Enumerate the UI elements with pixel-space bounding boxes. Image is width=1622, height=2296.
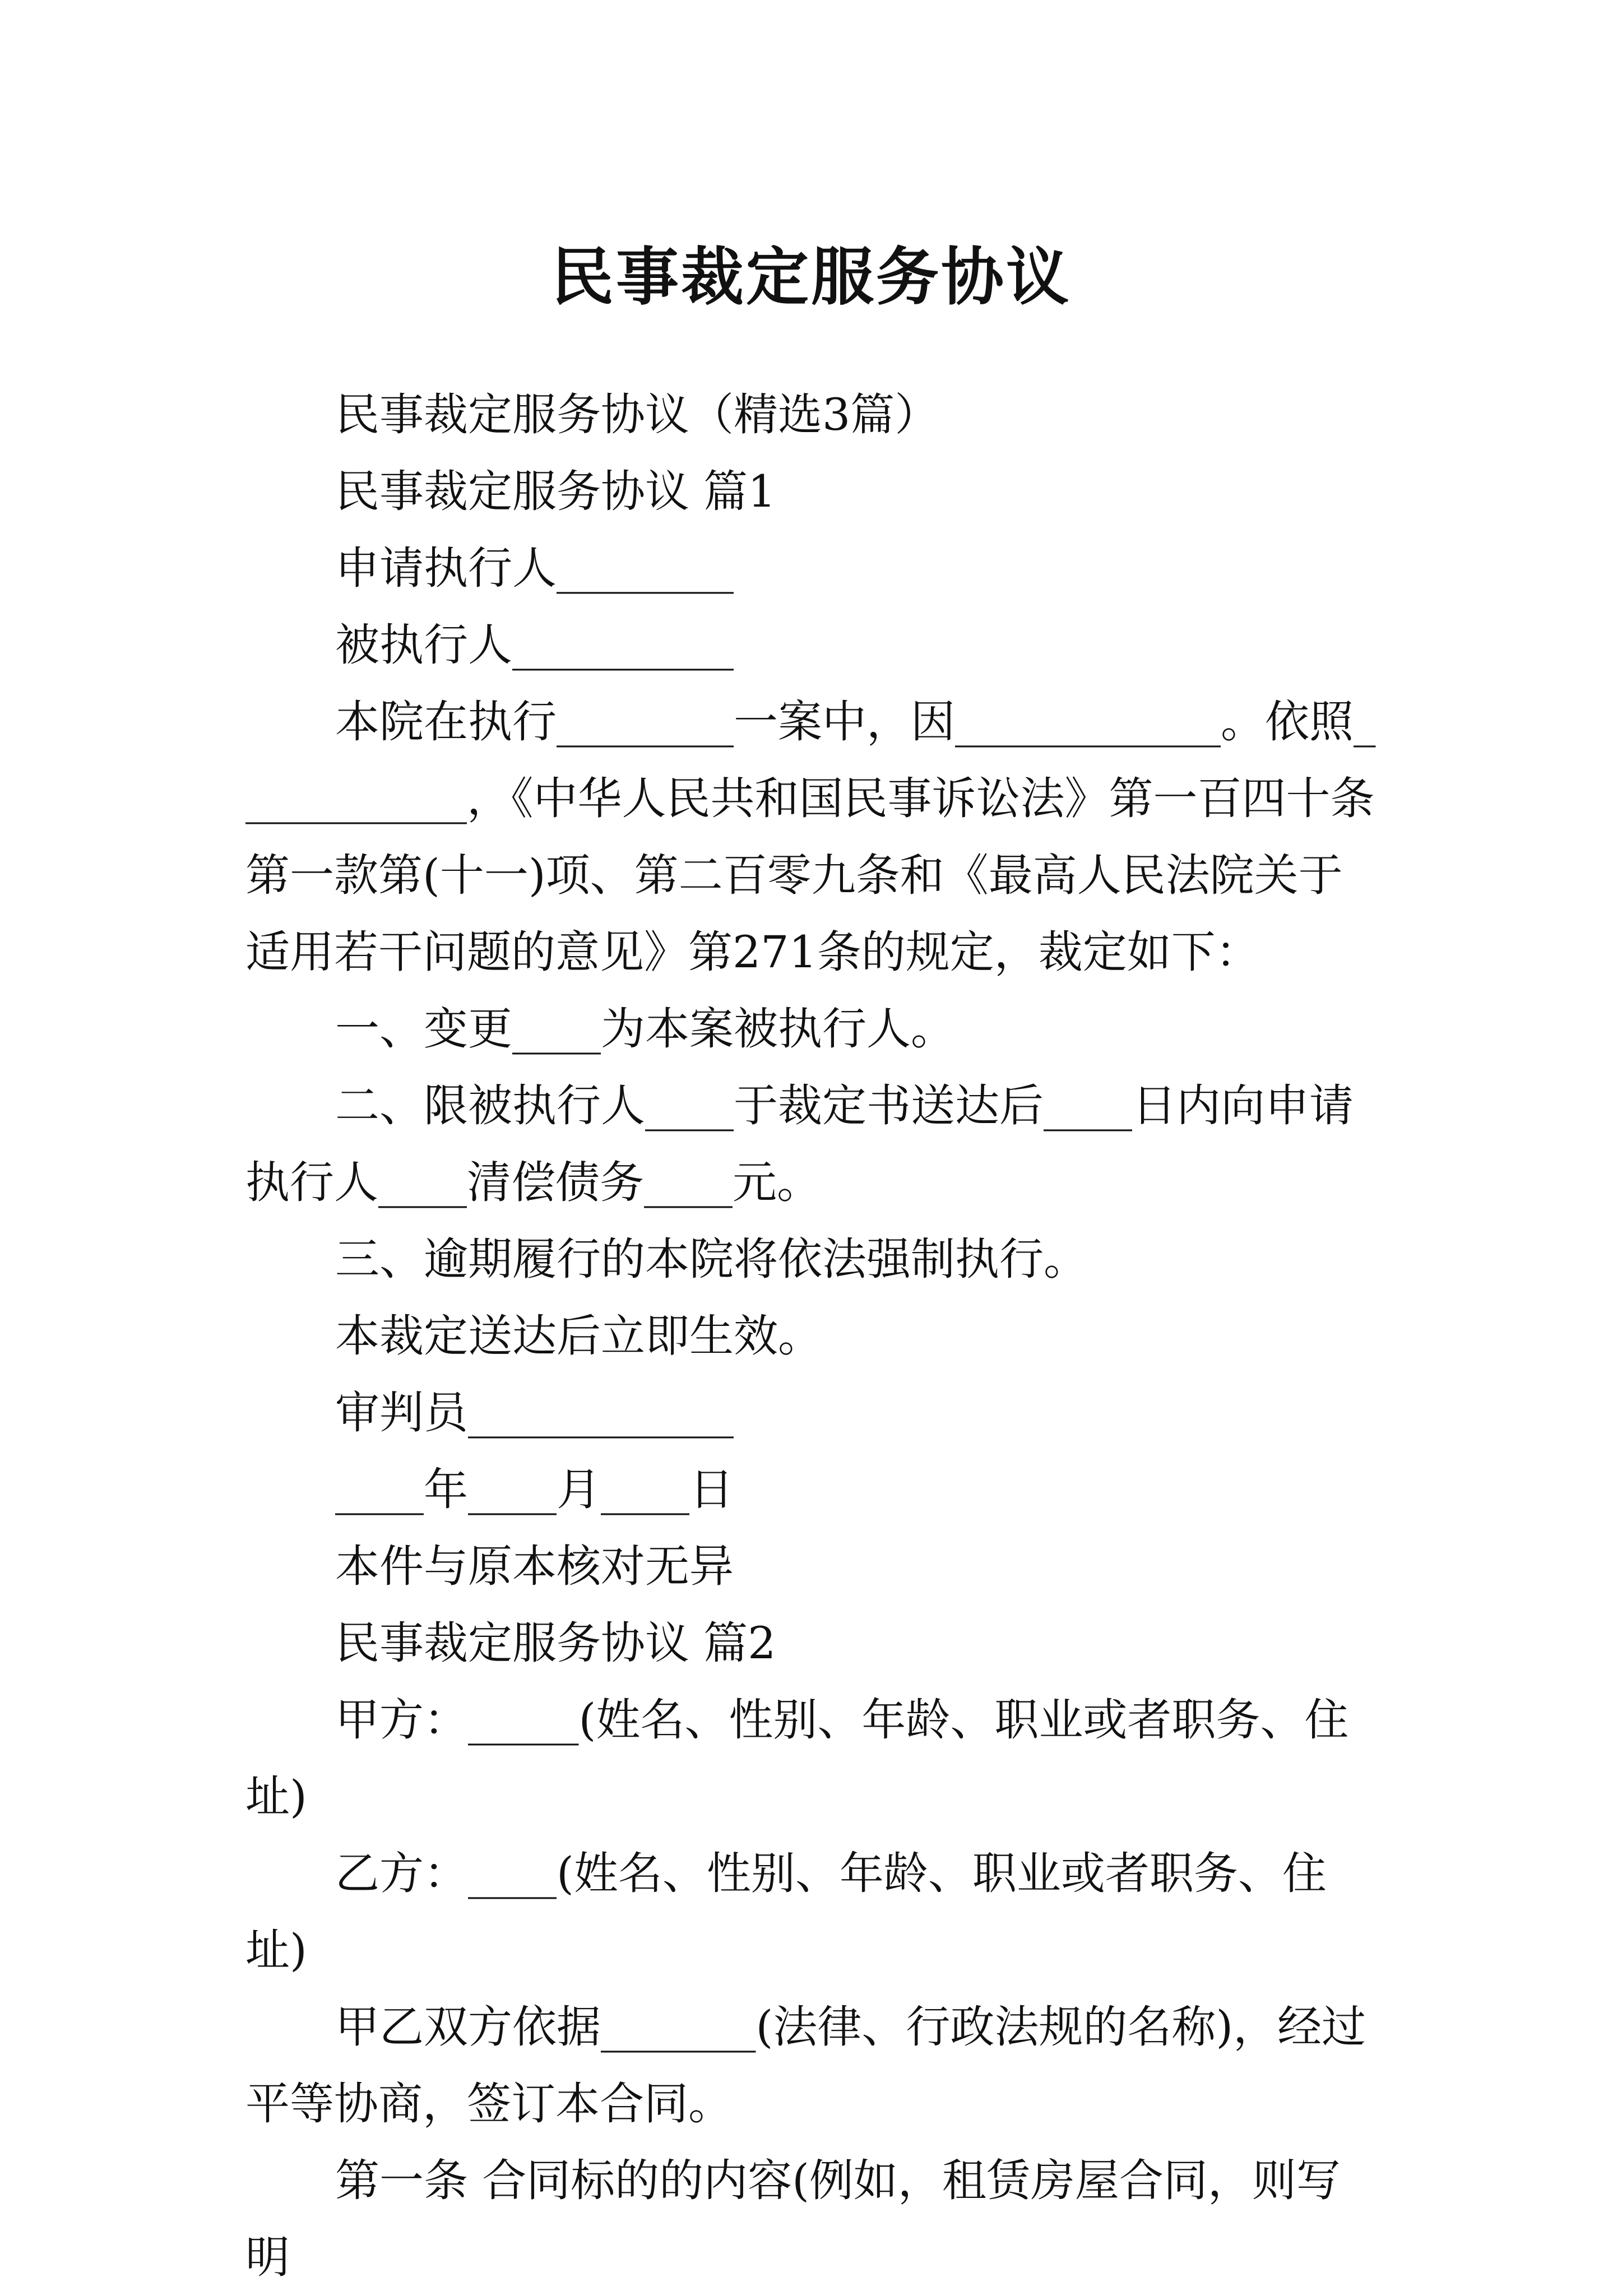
paragraph-article-1: 第一条 合同标的的内容(例如，租赁房屋合同，则写明 <box>245 2155 1341 2283</box>
paragraph-section-2-heading: 民事裁定服务协议 篇2 <box>335 1617 776 1669</box>
paragraph-section-1-heading: 民事裁定服务协议 篇1 <box>335 466 776 517</box>
paragraph-ruling-item-1: 一、变更____为本案被执行人。 <box>335 1003 955 1055</box>
paragraph-party-b: 乙方：____(姓名、性别、年龄、职业或者职务、住址) <box>245 1848 1327 1976</box>
paragraph-respondent: 被执行人__________ <box>335 619 734 671</box>
paragraph-effective-notice: 本裁定送达后立即生效。 <box>335 1310 822 1362</box>
paragraph-agreement-basis: 甲乙双方依据_______(法律、行政法规的名称)，经过平等协商，签订本合同。 <box>245 2001 1366 2130</box>
paragraph-ruling-basis: 本院在执行________一案中，因____________。依照___________，《中华人民共和国民事诉讼法》第一百四十条第一款第(十一)项、第二百零九条和《最高人民法院关于适用若干问题的意见》第271条的规定，裁定如下： <box>245 696 1376 978</box>
paragraph-date: ____年____月____日 <box>335 1464 734 1515</box>
page-title: 民事裁定服务协议 <box>551 240 1071 314</box>
paragraph-party-a: 甲方：_____(姓名、性别、年龄、职业或者职务、住址) <box>245 1694 1349 1822</box>
paragraph-collection-title: 民事裁定服务协议（精选3篇） <box>335 389 939 440</box>
paragraph-applicant: 申请执行人________ <box>335 542 734 594</box>
paragraph-verified: 本件与原本核对无异 <box>335 1541 734 1592</box>
paragraph-judge: 审判员____________ <box>335 1387 734 1439</box>
paragraph-ruling-item-2: 二、限被执行人____于裁定书送达后____日内向申请执行人____清偿债务____元。 <box>245 1080 1354 1208</box>
paragraph-ruling-item-3: 三、逾期履行的本院将依法强制执行。 <box>335 1233 1088 1285</box>
document-body <box>245 377 1377 2296</box>
